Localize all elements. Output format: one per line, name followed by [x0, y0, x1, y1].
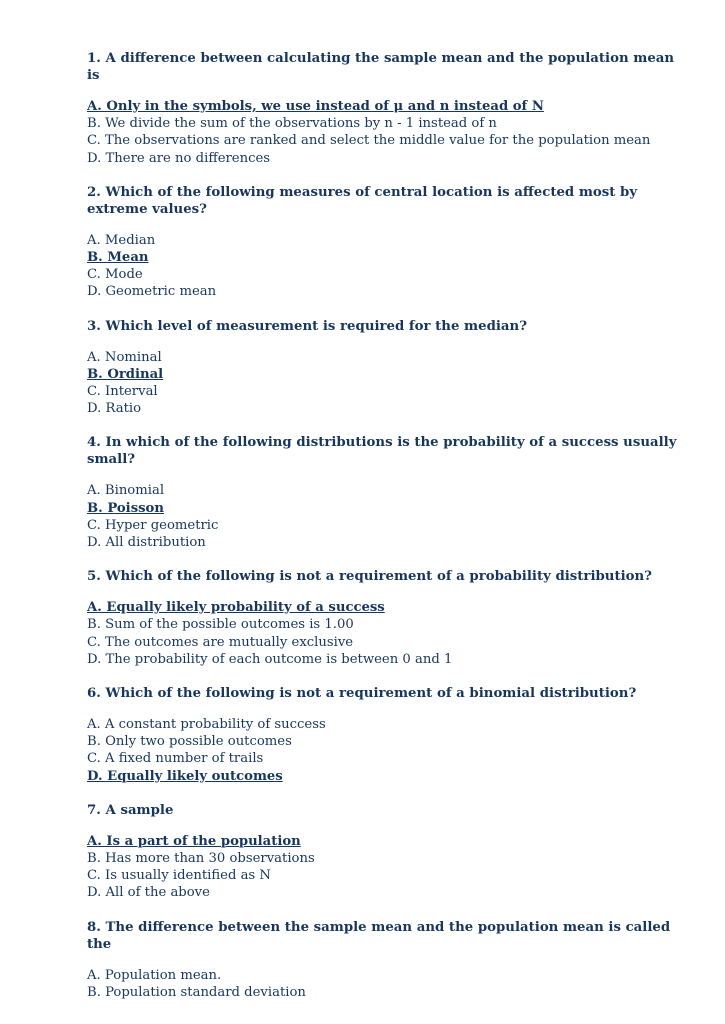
answer-option: C. The outcomes are mutually exclusive: [87, 634, 354, 650]
answer-option-correct: B. Poisson: [87, 500, 164, 516]
answer-option: C. A fixed number of trails: [87, 751, 264, 767]
answer-option-correct: A. Only in the symbols, we use instead of μ and n instead of N: [87, 99, 544, 114]
answer-option: A. Binomial: [87, 483, 165, 499]
question-4: [87, 434, 687, 551]
answer-option-correct: B. Ordinal: [87, 366, 164, 382]
question-title: 5. Which of the following is not a requirement of a probability distribution?: [87, 569, 652, 585]
answer-option-correct: A. Is a part of the population: [87, 833, 301, 849]
document-page: [87, 50, 687, 1001]
question-3: [87, 318, 687, 418]
answer-option: D. All of the above: [87, 885, 210, 901]
answer-option: A. Nominal: [87, 349, 162, 365]
answer-option: C. Mode: [87, 267, 143, 283]
answer-option: B. Only two possible outcomes: [87, 734, 292, 750]
answer-option: D. There are no differences: [87, 150, 271, 166]
answer-option: B. Sum of the possible outcomes is 1.00: [87, 617, 354, 633]
answer-option: A. Median: [87, 232, 156, 248]
question-5: [87, 568, 687, 668]
answer-option: B. Has more than 30 observations: [87, 851, 315, 867]
answer-option: A. A constant probability of success: [87, 717, 326, 733]
question-1: [87, 50, 687, 167]
answer-option: D. Geometric mean: [87, 284, 217, 300]
question-title: 1. A difference between calculating the sample mean and the population mean is: [87, 51, 675, 83]
answer-option: A. Population mean.: [87, 967, 222, 983]
question-title: 7. A sample: [87, 802, 174, 818]
answer-option: D. The probability of each outcome is between 0 and 1: [87, 651, 453, 667]
question-6: [87, 685, 687, 785]
question-title: 3. Which level of measurement is required for the median?: [87, 318, 527, 334]
answer-option: C. The observations are ranked and select the middle value for the population mean: [87, 133, 651, 149]
answer-option-correct: D. Equally likely outcomes: [87, 768, 283, 784]
answer-option-correct: B. Mean: [87, 250, 149, 266]
question-8: [87, 919, 687, 1001]
answer-option: C. Hyper geometric: [87, 517, 219, 533]
answer-option: C. Is usually identified as N: [87, 868, 271, 884]
question-title: 6. Which of the following is not a requirement of a binomial distribution?: [87, 686, 637, 702]
question-title: 8. The difference between the sample mean and the population mean is called the: [87, 919, 671, 952]
question-title: 2. Which of the following measures of central location is affected most by extreme values?: [87, 184, 638, 217]
answer-option: D. Ratio: [87, 401, 142, 417]
answer-option-correct: A. Equally likely probability of a success: [87, 600, 385, 616]
question-7: [87, 802, 687, 902]
answer-option: C. Interval: [87, 384, 158, 400]
answer-option: B. We divide the sum of the observations by n - 1 instead of n: [87, 116, 497, 132]
question-2: [87, 184, 687, 301]
answer-option: B. Population standard deviation: [87, 984, 306, 1000]
question-title: 4. In which of the following distributions is the probability of a success usually small?: [87, 435, 677, 468]
answer-option: D. All distribution: [87, 535, 206, 551]
